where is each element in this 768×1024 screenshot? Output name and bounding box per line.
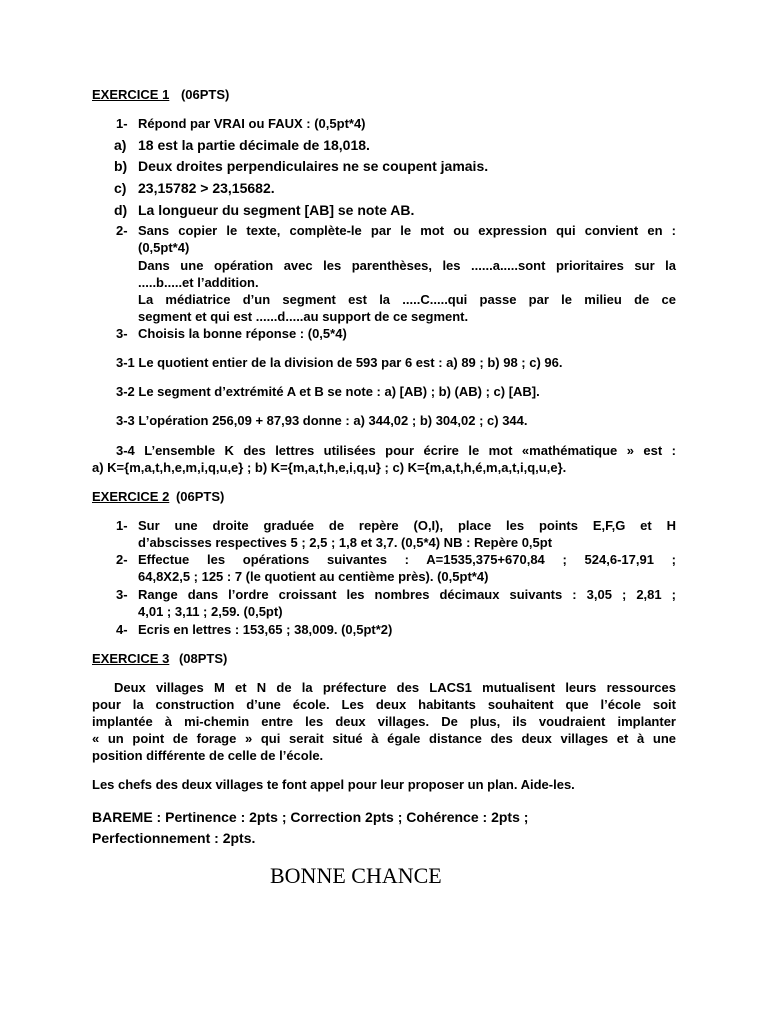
exercise-1-title: EXERCICE 1 xyxy=(92,87,170,102)
ex1-d-letter: d) xyxy=(114,202,128,218)
ex1-q3-3: 3-3 L’opération 256,09 + 87,93 donne : a) 344,02 ; b) 304,02 ; c) 344. xyxy=(116,413,528,428)
ex1-a-letter: a) xyxy=(114,137,127,153)
ex1-q1-number: 1- xyxy=(116,116,128,131)
ex3-paragraph-line-2: pour la construction d’une école. Les deux habitants souhaitent que l’école soit xyxy=(92,697,676,712)
ex1-c-letter: c) xyxy=(114,180,127,196)
ex2-q3-line-1: Range dans l’ordre croissant les nombres décimaux suivants : 3,05 ; 2,81 ; xyxy=(138,587,676,602)
ex1-d-text: La longueur du segment [AB] se note AB. xyxy=(138,202,415,218)
ex2-q4-text: Ecris en lettres : 153,65 ; 38,009. (0,5pt*2) xyxy=(138,622,393,637)
ex3-paragraph-line-1: Deux villages M et N de la préfecture des LACS1 mutualisent leurs ressources xyxy=(114,680,676,695)
ex1-q2-line-6: segment et qui est ......d.....au support de ce segment. xyxy=(138,309,469,324)
ex2-q4-number: 4- xyxy=(116,622,128,637)
ex1-q2-line-1: Sans copier le texte, complète-le par le mot ou expression qui convient en : xyxy=(138,223,676,238)
ex3-paragraph-line-4: « un point de forage » qui serait situé à égale distance des deux villages et à une xyxy=(92,731,676,746)
ex2-q1-line-1: Sur une droite graduée de repère (O,I), place les points E,F,G et H xyxy=(138,518,676,533)
ex3-paragraph-line-5: position différente de celle de l’école. xyxy=(92,748,324,763)
exercise-2-heading xyxy=(92,489,224,505)
ex2-q2-line-2: 64,8X2,5 ; 125 : 7 (le quotient au centième près). (0,5pt*4) xyxy=(138,569,489,584)
ex1-q3-4-line-1: 3-4 L’ensemble K des lettres utilisées pour écrire le mot «mathématique » est : xyxy=(116,443,676,458)
ex2-q1-number: 1- xyxy=(116,518,128,533)
ex1-b-text: Deux droites perpendiculaires ne se coupent jamais. xyxy=(138,158,489,174)
ex1-q2-line-3: Dans une opération avec les parenthèses, les ......a.....sont prioritaires sur la xyxy=(138,258,676,273)
ex1-b-letter: b) xyxy=(114,158,128,174)
ex2-q3-number: 3- xyxy=(116,587,128,602)
ex2-q2-number: 2- xyxy=(116,552,128,567)
ex1-c-text: 23,15782 > 23,15682. xyxy=(138,180,275,196)
ex1-q2-line-5: La médiatrice d’un segment est la .....C.....qui passe par le milieu de ce xyxy=(138,292,676,307)
ex1-a-text: 18 est la partie décimale de 18,018. xyxy=(138,137,370,153)
ex1-q2-line-2: (0,5pt*4) xyxy=(138,240,190,255)
closing-message: BONNE CHANCE xyxy=(270,863,442,888)
ex1-q2-number: 2- xyxy=(116,223,128,238)
exercise-1-heading xyxy=(92,87,229,103)
exercise-3-points: (08PTS) xyxy=(178,651,228,666)
exercise-1-points: (06PTS) xyxy=(180,87,230,102)
ex2-q1-line-2: d’abscisses respectives 5 ; 2,5 ; 1,8 et 3,7. (0,5*4) NB : Repère 0,5pt xyxy=(138,535,553,550)
ex3-request-line: Les chefs des deux villages te font appel pour leur proposer un plan. Aide-les. xyxy=(92,777,575,792)
exercise-3-title: EXERCICE 3 xyxy=(92,651,170,666)
ex1-q2-line-4: .....b.....et l’addition. xyxy=(138,275,259,290)
ex1-q3-4-line-2: a) K={m,a,t,h,e,m,i,q,u,e} ; b) K={m,a,t,h,e,i,q,u} ; c) K={m,a,t,h,é,m,a,t,i,q,u,e}. xyxy=(92,460,567,475)
ex1-q3-number: 3- xyxy=(116,326,128,341)
ex1-q3-1: 3-1 Le quotient entier de la division de 593 par 6 est : a) 89 ; b) 98 ; c) 96. xyxy=(116,355,563,370)
exercise-2-title: EXERCICE 2 xyxy=(92,489,170,504)
exercise-3-heading xyxy=(92,651,227,667)
ex2-q2-line-1: Effectue les opérations suivantes : A=1535,375+670,84 ; 524,6-17,91 ; xyxy=(138,552,676,567)
ex1-q3-text: Choisis la bonne réponse : (0,5*4) xyxy=(138,326,347,341)
exercise-2-points: (06PTS) xyxy=(175,489,225,504)
ex1-q3-2: 3-2 Le segment d’extrémité A et B se note : a) [AB) ; b) (AB) ; c) [AB]. xyxy=(116,384,540,399)
ex1-q1-text: Répond par VRAI ou FAUX : (0,5pt*4) xyxy=(138,116,366,131)
bareme-line-1: BAREME : Pertinence : 2pts ; Correction 2pts ; Cohérence : 2pts ; xyxy=(92,809,529,825)
bareme-line-2: Perfectionnement : 2pts. xyxy=(92,830,256,846)
ex3-paragraph-line-3: implantée à mi-chemin entre les deux villages. De plus, ils voudraient implanter xyxy=(92,714,676,729)
ex2-q3-line-2: 4,01 ; 3,11 ; 2,59. (0,5pt) xyxy=(138,604,283,619)
